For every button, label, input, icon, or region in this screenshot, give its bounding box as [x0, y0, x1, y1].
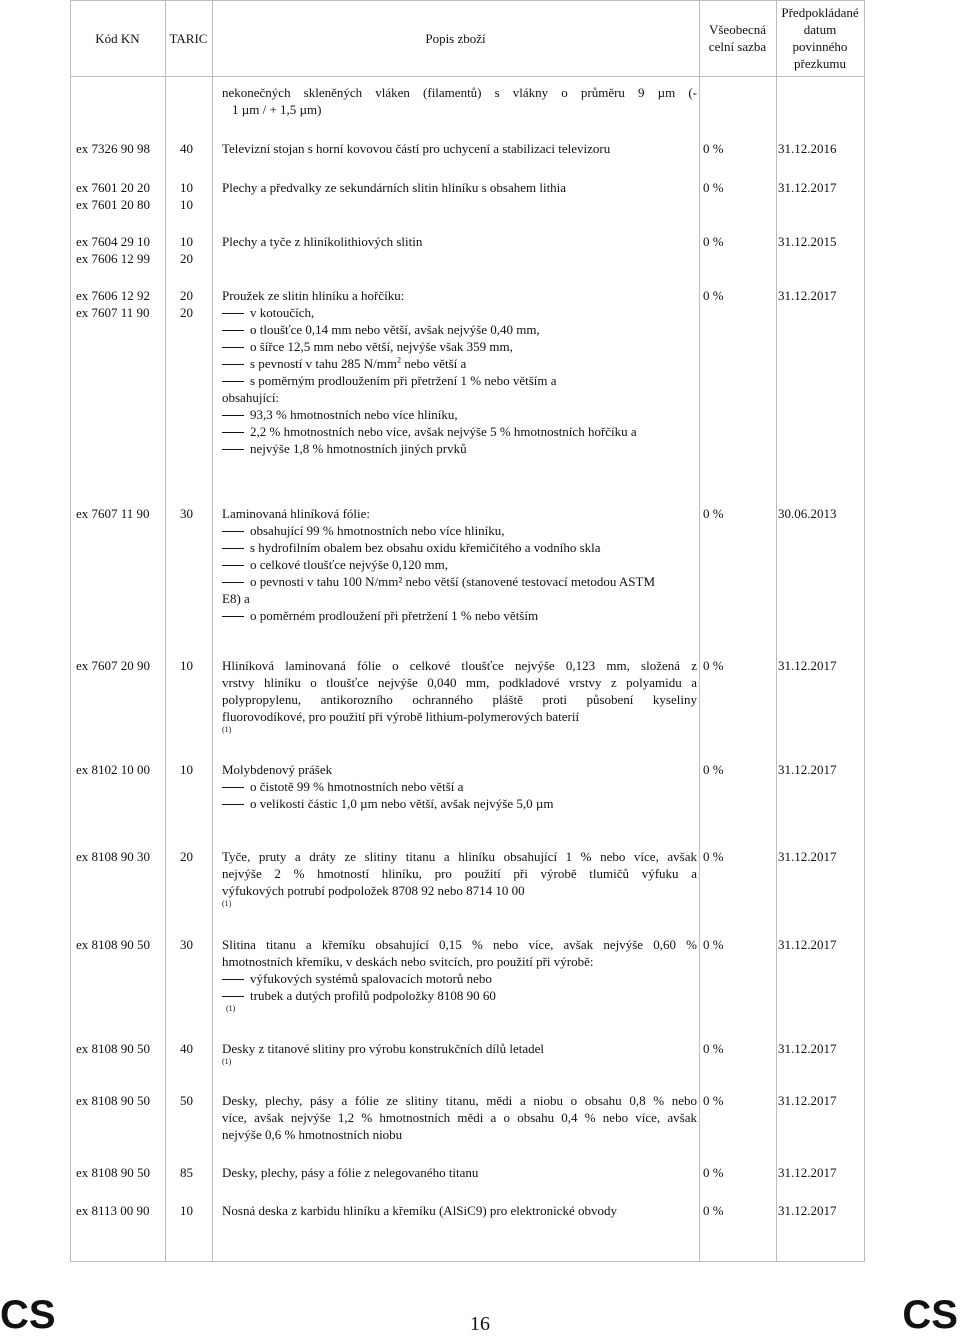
row-date: 31.12.2017	[778, 1203, 837, 1218]
grid-line	[70, 76, 865, 77]
row-taric: 50	[180, 1093, 193, 1108]
row-date: 31.12.2017	[778, 1165, 837, 1180]
row-taric: 30	[180, 506, 193, 521]
grid-line	[70, 0, 71, 1262]
grid-line	[699, 0, 700, 1262]
dash-icon	[222, 582, 244, 583]
dash-icon	[222, 531, 244, 532]
dash-icon	[222, 565, 244, 566]
grid-line	[70, 1261, 865, 1262]
row-kn: ex 7326 90 98	[76, 141, 151, 156]
row-description: Laminovaná hliníková fólie: obsahující 99 % hmotnostních nebo více hliníku, s hydrofilním obalem bez obsahu oxidu křemičitého a vodního skla o celkové tloušťce nejvýše 0,120 mm, o pevnosti v tahu 100 N/mm² nebo větší (stanovené testovací metodou ASTM E8) a o poměrném prodloužení při přetržení 1 % nebo větším	[222, 505, 697, 624]
row-date: 31.12.2017	[778, 658, 837, 673]
row-kn: ex 8108 90 50	[76, 1041, 151, 1056]
row-duty: 0 %	[703, 506, 724, 521]
dash-item: v kotoučích,	[222, 304, 697, 321]
row-kn: ex 7607 11 90	[76, 506, 150, 521]
row-kn: ex 8108 90 50	[76, 1093, 151, 1108]
row-date: 30.06.2013	[778, 506, 837, 521]
dash-item: s pevností v tahu 285 $N/mm^2$ nebo větší a	[222, 355, 697, 372]
row-taric: 10	[180, 762, 193, 777]
dash-item: o pevnosti v tahu 100 N/mm² nebo větší (stanovené testovací metodou ASTM	[222, 573, 697, 590]
row-taric: 40	[180, 141, 193, 156]
dash-item: trubek a dutých profilů podpoložky 8108 90 60	[222, 987, 697, 1004]
footnote-ref: (1)	[226, 1004, 236, 1013]
row-duty: 0 %	[703, 762, 724, 777]
row-duty: 0 %	[703, 234, 724, 249]
row-kn: ex 7606 12 92 ex 7607 11 90	[76, 288, 151, 320]
row-kn: ex 8108 90 50	[76, 1165, 151, 1180]
dash-icon	[222, 347, 244, 348]
row-description: Desky z titanové slitiny pro výrobu konstrukčních dílů letadel (1)	[222, 1040, 697, 1067]
dash-icon	[222, 313, 244, 314]
dash-item: s poměrným prodloužením při přetržení 1 % nebo větším a	[222, 372, 697, 389]
row-date: 31.12.2017	[778, 180, 837, 195]
grid-line	[864, 0, 865, 1262]
row-description: Plechy a předvalky ze sekundárních slitin hliníku s obsahem lithia	[222, 180, 567, 195]
row-date: 31.12.2017	[778, 762, 837, 777]
dash-item: o tloušťce 0,14 mm nebo větší, avšak nejvýše 0,40 mm,	[222, 321, 697, 338]
dash-item: o velikosti částic 1,0 µm nebo větší, avšak nejvýše 5,0 µm	[222, 795, 697, 812]
row-taric: 10 20	[180, 234, 193, 266]
dash-item: výfukových systémů spalovacích motorů nebo	[222, 970, 697, 987]
row-date: 31.12.2017	[778, 1041, 837, 1056]
header-prezkum: Předpokládané datum povinného přezkumu	[781, 5, 859, 71]
row-duty: 0 %	[703, 288, 724, 303]
row-duty: 0 %	[703, 849, 724, 864]
dash-icon	[222, 616, 244, 617]
dash-icon	[222, 364, 244, 365]
dash-icon	[222, 979, 244, 980]
row-description: Desky, plechy, pásy a fólie z nelegovaného titanu	[222, 1165, 479, 1180]
row-taric: 85	[180, 1165, 193, 1180]
dash-icon	[222, 449, 244, 450]
row-description: Hliníková laminovaná fólie o celkové tloušťce nejvýše 0,123 mm, složená z vrstvy hliníku o tloušťce nejvýše 0,040 mm, podkladové vrstvy z polyamidu a polypropylenu, antikorozního ochranného pláště proti působení kyseliny fluorovodíkové, pro použití při výrobě lithium-polymerových baterií (1)	[222, 658, 697, 734]
header-popis: Popis zboží	[425, 30, 486, 46]
language-code-right: CS	[902, 1293, 958, 1337]
dash-item: o čistotě 99 % hmotnostních nebo větší a	[222, 778, 697, 795]
row-duty: 0 %	[703, 658, 724, 673]
row-duty: 0 %	[703, 1203, 724, 1218]
row-taric: 40	[180, 1041, 193, 1056]
header-kod-kn: Kód KN	[95, 30, 140, 46]
footnote-ref: (1)	[222, 725, 232, 734]
row-kn: ex 8113 00 90	[76, 1203, 150, 1218]
grid-line	[776, 0, 777, 1262]
row-duty: 0 %	[703, 937, 724, 952]
dash-icon	[222, 787, 244, 788]
row-taric: 10 10	[180, 180, 193, 212]
dash-icon	[222, 548, 244, 549]
row-date: 31.12.2015	[778, 234, 837, 249]
dash-item: obsahující 99 % hmotnostních nebo více hliníku,	[222, 522, 697, 539]
row-taric: 20	[180, 849, 193, 864]
row-description: Nosná deska z karbidu hliníku a křemíku (AlSiC9) pro elektronické obvody	[222, 1203, 617, 1218]
row-description: Molybdenový prášek o čistotě 99 % hmotnostních nebo větší a o velikosti částic 1,0 µm nebo větší, avšak nejvýše 5,0 µm	[222, 761, 697, 812]
row-duty: 0 %	[703, 141, 724, 156]
row-description: Televizní stojan s horní kovovou částí pro uchycení a stabilizaci televizoru	[222, 141, 611, 156]
dash-item: o poměrném prodloužení při přetržení 1 % nebo větším	[222, 607, 697, 624]
row-duty: 0 %	[703, 1165, 724, 1180]
footnote-ref: (1)	[222, 899, 232, 908]
row-taric: 30	[180, 937, 193, 952]
row-taric: 10	[180, 658, 193, 673]
language-code-left: CS	[0, 1293, 56, 1337]
header-taric: TARIC	[169, 30, 208, 46]
dash-item: nejvýše 1,8 % hmotnostních jiných prvků	[222, 440, 697, 457]
row-date: 31.12.2016	[778, 141, 837, 156]
row-kn: ex 7604 29 10 ex 7606 12 99	[76, 234, 151, 266]
dash-item: 2,2 % hmotnostních nebo více, avšak nejvýše 5 % hmotnostních hořčíku a	[222, 423, 697, 440]
row-description: Tyče, pruty a dráty ze slitiny titanu a hliníku obsahující 1 % nebo více, avšak nejvýše 2 % hmotností hliníku, pro použití při výrobě tlumičů výfuku a výfukových potrubí podpoložek 8708 92 nebo 8714 10 00 (1)	[222, 849, 697, 908]
dash-icon	[222, 996, 244, 997]
row-duty: 0 %	[703, 180, 724, 195]
dash-icon	[222, 330, 244, 331]
row-continuation-description: nekonečných skleněných vláken (filamentů) s vlákny o průměru 9 µm (- 1 µm / + 1,5 µm)	[222, 85, 697, 117]
row-description: Slitina titanu a křemíku obsahující 0,15 % nebo více, avšak nejvýše 0,60 % hmotnostních křemíku, v deskách nebo svitcích, pro použití při výrobě: výfukových systémů spalovacích motorů nebo trubek a dutých profilů podpoložky 8108 90 60 (1)	[222, 937, 697, 1013]
row-duty: 0 %	[703, 1041, 724, 1056]
row-kn: ex 8108 90 50	[76, 937, 151, 952]
dash-icon	[222, 415, 244, 416]
grid-line	[212, 0, 213, 1262]
row-date: 31.12.2017	[778, 288, 837, 303]
row-kn: ex 7607 20 90	[76, 658, 151, 673]
row-taric: 20 20	[180, 288, 193, 320]
dash-icon	[222, 432, 244, 433]
row-taric: 10	[180, 1203, 193, 1218]
footnote-ref: (1)	[222, 1057, 232, 1066]
dash-item: 93,3 % hmotnostních nebo více hliníku,	[222, 406, 697, 423]
dash-icon	[222, 804, 244, 805]
row-kn: ex 8108 90 30	[76, 849, 151, 864]
row-duty: 0 %	[703, 1093, 724, 1108]
row-date: 31.12.2017	[778, 937, 837, 952]
page-number: 16	[470, 1313, 490, 1335]
dash-icon	[222, 381, 244, 382]
row-date: 31.12.2017	[778, 1093, 837, 1108]
row-date: 31.12.2017	[778, 849, 837, 864]
row-kn: ex 8102 10 00	[76, 762, 151, 777]
dash-item: s hydrofilním obalem bez obsahu oxidu křemičitého a vodního skla	[222, 539, 697, 556]
dash-item: o šířce 12,5 mm nebo větší, nejvýše však 359 mm,	[222, 338, 697, 355]
row-description: Desky, plechy, pásy a fólie ze slitiny titanu, mědi a niobu o obsahu 0,8 % nebo více, avšak nejvýše 1,2 % hmotnostních mědi a o obsahu 0,4 % nebo více, avšak nejvýše 0,6 % hmotnostních niobu	[222, 1093, 697, 1142]
header-sazba: Všeobecná celní sazba	[708, 22, 767, 54]
row-description: Plechy a tyče z hliníkolithiových slitin	[222, 234, 423, 249]
row-kn: ex 7601 20 20 ex 7601 20 80	[76, 180, 151, 212]
row-description: Proužek ze slitin hliníku a hořčíku: v kotoučích, o tloušťce 0,14 mm nebo větší, avšak nejvýše 0,40 mm, o šířce 12,5 mm nebo větší, nejvýše však 359 mm, s pevností v tahu 285 $N/mm^2$ nebo větší a s poměrným prodloužením při přetržení 1 % nebo větším a obsahující: 93,3 % hmotnostních nebo více hliníku, 2,2 % hmotnostních nebo více, avšak nejvýše 5 % hmotnostních hořčíku a nejvýše 1,8 % hmotnostních jiných prvků	[222, 287, 697, 457]
dash-item: o celkové tloušťce nejvýše 0,120 mm,	[222, 556, 697, 573]
